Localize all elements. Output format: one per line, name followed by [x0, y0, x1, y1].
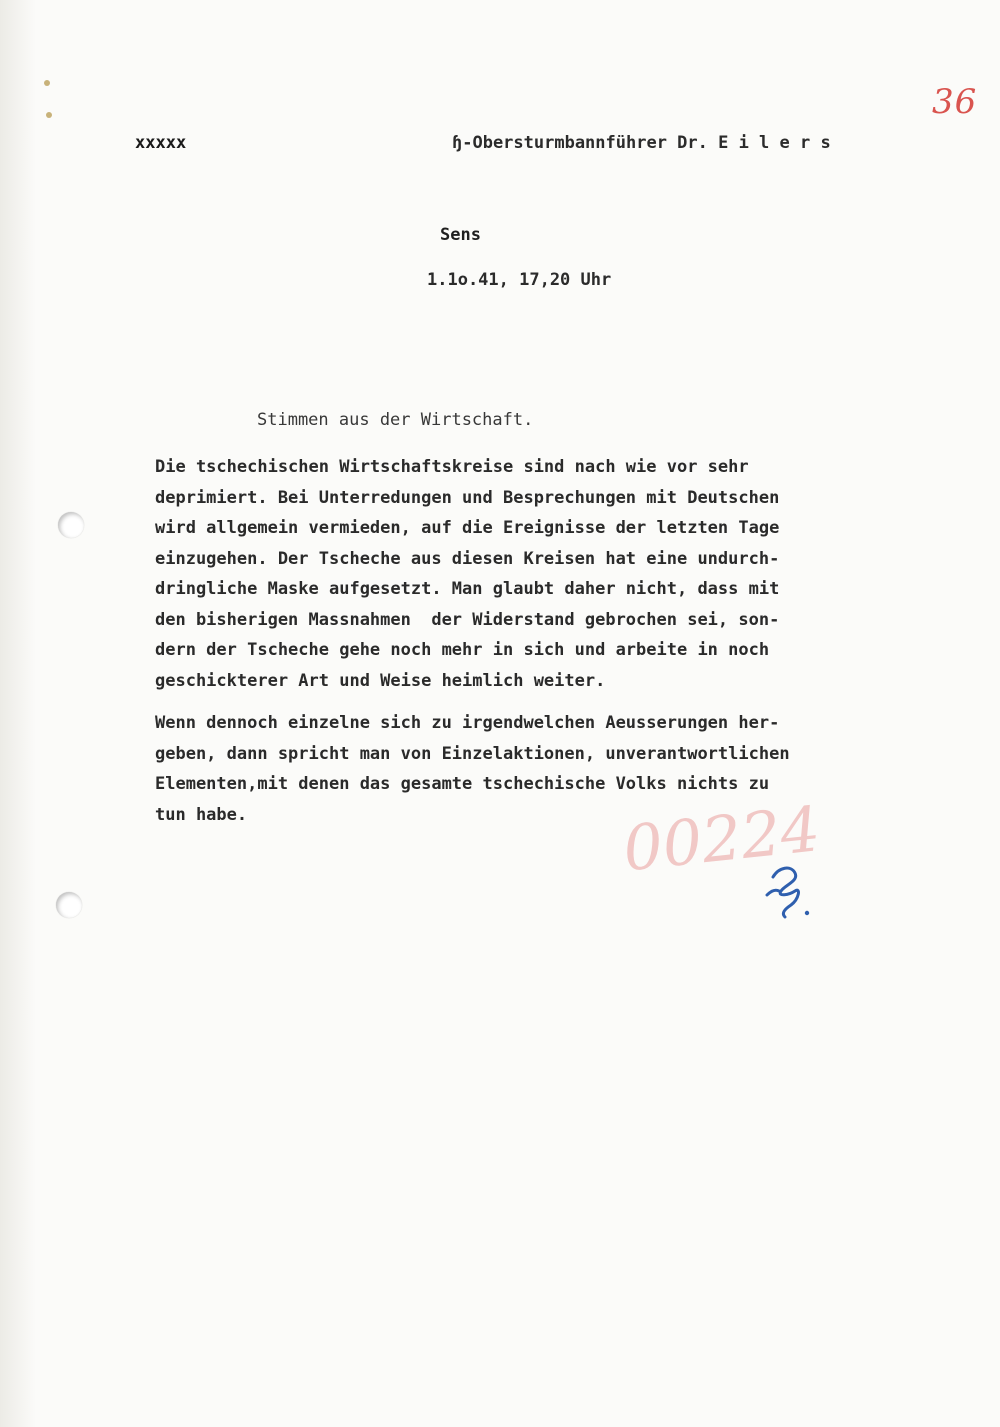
punch-hole-bottom	[56, 892, 82, 918]
paragraph-1	[155, 452, 779, 696]
paragraph-line: dringliche Maske aufgesetzt. Man glaubt daher nicht, dass mit	[155, 579, 780, 599]
paragraph-line: Elementen,mit denen das gesamte tschechische Volks nichts zu	[155, 774, 770, 794]
paragraph-line: tun habe.	[155, 804, 248, 825]
paragraph-line: dern der Tscheche gehe noch mehr in sich und arbeite in noch	[155, 640, 770, 660]
paragraph-line: deprimiert. Bei Unterredungen und Besprechungen mit Deutschen	[155, 487, 780, 508]
stamp-number: 00224	[619, 792, 824, 886]
date-time-line: 1.1o.41, 17,20 Uhr	[427, 270, 612, 290]
paper-mark	[46, 112, 52, 118]
punch-hole-top	[58, 512, 84, 538]
paragraph-line: den bisherigen Massnahmen der Widerstand gebrochen sei, son-	[155, 609, 780, 630]
paragraph-line: wird allgemein vermieden, auf die Ereignisse der letzten Tage	[155, 518, 780, 538]
handwritten-page-number: 36	[932, 82, 978, 122]
page-edge-shadow	[0, 0, 36, 1427]
place-line: Sens	[440, 225, 481, 245]
paragraph-line: Wenn dennoch einzelne sich zu irgendwelchen Aeusserungen her-	[155, 713, 780, 733]
paper-mark	[44, 80, 50, 86]
struck-out-text: xxxxx	[135, 133, 187, 153]
handwritten-initials-icon	[755, 855, 825, 925]
paragraph-line: geschickterer Art und Weise heimlich weiter.	[155, 670, 606, 691]
paragraph-line: geben, dann spricht man von Einzelaktionen, unverantwortlichen	[155, 743, 790, 764]
paragraph-line: Die tschechischen Wirtschaftskreise sind nach wie vor sehr	[155, 457, 749, 477]
addressee-line: ɧ-Obersturmbannführer Dr. E i l e r s	[452, 133, 831, 153]
paragraph-line: einzugehen. Der Tscheche aus diesen Kreisen hat eine undurch-	[155, 548, 780, 569]
report-heading: Stimmen aus der Wirtschaft.	[257, 410, 534, 430]
